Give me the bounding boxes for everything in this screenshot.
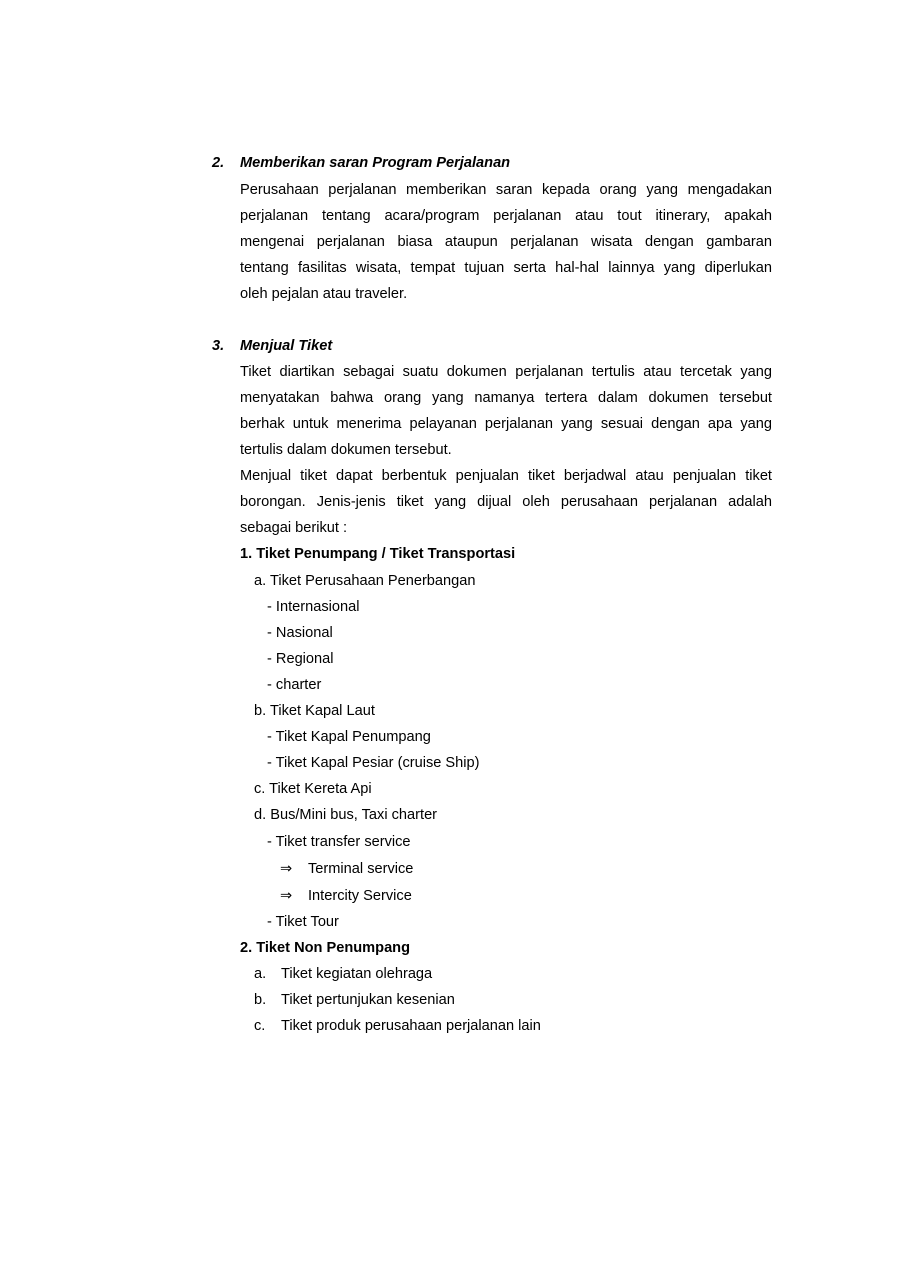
list-item: d. Bus/Mini bus, Taxi charter (254, 807, 438, 823)
list-item: c. Tiket Kereta Api (254, 781, 372, 797)
list-marker: b. (254, 992, 267, 1008)
paragraph-line: oleh pejalan atau traveler. (240, 286, 408, 302)
paragraph-line: Tiket diartikan sebagai suatu dokumen perjalanan tertulis atau tercetak yang (240, 364, 772, 380)
list-subitem: - Tiket Kapal Penumpang (267, 729, 431, 745)
section-number: 3. (212, 338, 225, 354)
paragraph-line: perjalanan tentang acara/program perjalanan atau tout itinerary, apakah (240, 208, 772, 224)
list-subitem: - Tiket transfer service (267, 834, 411, 850)
paragraph-line: menyatakan bahwa orang yang namanya tertera dalam dokumen tersebut (240, 390, 772, 406)
list-subitem: Terminal service (308, 861, 414, 877)
list-marker: c. (254, 1018, 266, 1034)
list-subitem: - Regional (267, 651, 334, 667)
section-title: Memberikan saran Program Perjalanan (240, 155, 511, 171)
list-item: Tiket kegiatan olehraga (281, 966, 433, 982)
list-subitem: Intercity Service (308, 888, 412, 904)
list-item: Tiket pertunjukan kesenian (281, 992, 455, 1008)
list-heading: 1. Tiket Penumpang / Tiket Transportasi (240, 546, 516, 562)
paragraph-line: tertulis dalam dokumen tersebut. (240, 442, 452, 458)
section-title: Menjual Tiket (240, 338, 333, 354)
list-item: a. Tiket Perusahaan Penerbangan (254, 573, 476, 589)
paragraph-line: Perusahaan perjalanan memberikan saran kepada orang yang mengadakan (240, 182, 772, 198)
list-subitem: - charter (267, 677, 322, 693)
paragraph-line: borongan. Jenis-jenis tiket yang dijual oleh perusahaan perjalanan adalah (240, 494, 772, 510)
section-number: 2. (212, 155, 225, 171)
paragraph-line: berhak untuk menerima pelayanan perjalanan yang sesuai dengan apa yang (240, 416, 772, 432)
list-subitem: - Tiket Kapal Pesiar (cruise Ship) (267, 755, 480, 771)
list-heading: 2. Tiket Non Penumpang (240, 940, 411, 956)
paragraph-line: sebagai berikut : (240, 520, 348, 536)
list-item: Tiket produk perusahaan perjalanan lain (281, 1018, 541, 1034)
list-item: b. Tiket Kapal Laut (254, 703, 375, 719)
paragraph-line: mengenai perjalanan biasa ataupun perjalanan wisata dengan gambaran (240, 234, 772, 250)
list-marker: a. (254, 966, 267, 982)
paragraph-line: Menjual tiket dapat berbentuk penjualan tiket berjadwal atau penjualan tiket (240, 468, 772, 484)
paragraph-line: tentang fasilitas wisata, tempat tujuan serta hal-hal lainnya yang diperlukan (240, 260, 772, 276)
arrow-icon: ⇒ (280, 888, 293, 904)
arrow-icon: ⇒ (280, 861, 293, 877)
list-subitem: - Tiket Tour (267, 914, 339, 930)
list-subitem: - Nasional (267, 625, 333, 641)
list-subitem: - Internasional (267, 599, 360, 615)
